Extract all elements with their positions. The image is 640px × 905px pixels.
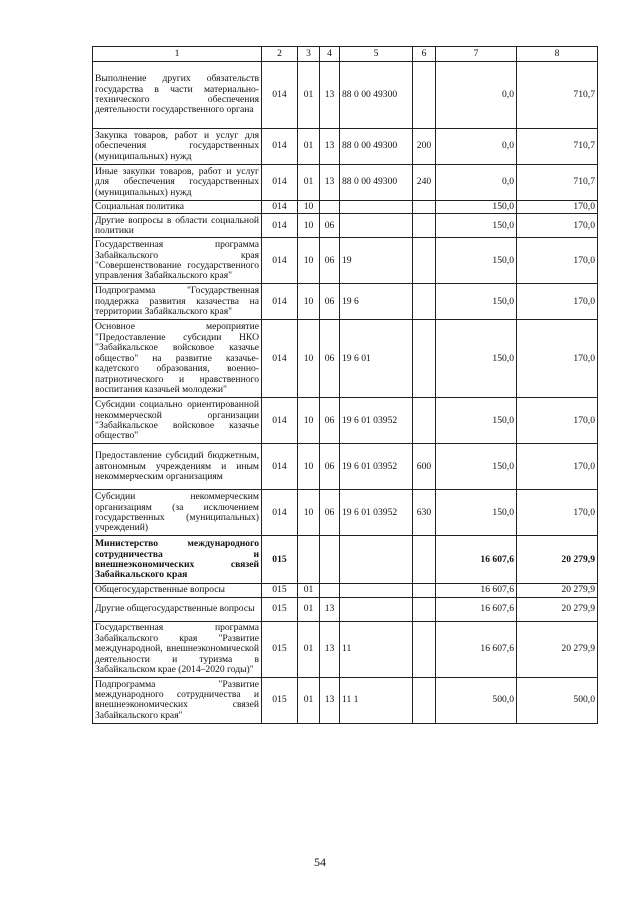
cell-name: Подпрограмма "Государственная поддержка развития казачества на территории Забайкальского края" xyxy=(93,284,262,320)
cell-subsection: 06 xyxy=(320,214,340,238)
cell-target-article: 19 6 01 xyxy=(340,320,413,398)
cell-section: 10 xyxy=(298,238,320,284)
cell-target-article xyxy=(340,584,413,597)
cell-section xyxy=(298,536,320,584)
cell-expense-type xyxy=(413,284,436,320)
cell-amount-col8: 710,7 xyxy=(517,62,598,129)
cell-subsection: 06 xyxy=(320,398,340,444)
cell-name: Государственная программа Забайкальского края "Развитие международной, внешнеэкономической деятельности и туризма в Забайкальском крае (2014–2020 годы)" xyxy=(93,621,262,677)
cell-expense-type xyxy=(413,597,436,621)
column-header: 8 xyxy=(517,47,598,62)
cell-target-article: 88 0 00 49300 xyxy=(340,62,413,129)
cell-amount-col7: 0,0 xyxy=(436,129,517,165)
table-row xyxy=(93,536,598,584)
cell-amount-col7: 16 607,6 xyxy=(436,597,517,621)
table-row xyxy=(93,490,598,536)
cell-name: Министерство международного сотрудничества и внешнеэкономических связей Забайкальского края xyxy=(93,536,262,584)
cell-amount-col8: 170,0 xyxy=(517,284,598,320)
cell-ministry-code: 014 xyxy=(262,62,298,129)
table-row xyxy=(93,584,598,597)
cell-section: 10 xyxy=(298,398,320,444)
table-row xyxy=(93,165,598,201)
table-row xyxy=(93,284,598,320)
cell-subsection: 13 xyxy=(320,62,340,129)
cell-subsection: 06 xyxy=(320,490,340,536)
cell-subsection: 06 xyxy=(320,284,340,320)
cell-target-article: 11 1 xyxy=(340,677,413,723)
cell-amount-col7: 150,0 xyxy=(436,490,517,536)
cell-amount-col8: 20 279,9 xyxy=(517,597,598,621)
cell-expense-type: 600 xyxy=(413,444,436,490)
cell-amount-col7: 16 607,6 xyxy=(436,621,517,677)
cell-name: Закупка товаров, работ и услуг для обеспечения государственных (муниципальных) нужд xyxy=(93,129,262,165)
cell-target-article xyxy=(340,214,413,238)
cell-expense-type xyxy=(413,62,436,129)
cell-expense-type xyxy=(413,214,436,238)
cell-section: 10 xyxy=(298,284,320,320)
cell-section: 10 xyxy=(298,214,320,238)
cell-amount-col8: 710,7 xyxy=(517,165,598,201)
cell-section: 10 xyxy=(298,490,320,536)
cell-name: Подпрограмма "Развитие международного сотрудничества и внешнеэкономических связей Забайкальского края" xyxy=(93,677,262,723)
cell-subsection: 13 xyxy=(320,597,340,621)
cell-expense-type xyxy=(413,238,436,284)
cell-expense-type xyxy=(413,536,436,584)
cell-ministry-code: 014 xyxy=(262,320,298,398)
cell-name: Иные закупки товаров, работ и услуг для обеспечения государственных (муниципальных) нужд xyxy=(93,165,262,201)
column-header: 3 xyxy=(298,47,320,62)
cell-target-article: 88 0 00 49300 xyxy=(340,165,413,201)
cell-ministry-code: 014 xyxy=(262,444,298,490)
cell-expense-type xyxy=(413,677,436,723)
cell-amount-col7: 150,0 xyxy=(436,214,517,238)
cell-ministry-code: 014 xyxy=(262,214,298,238)
cell-name: Выполнение других обязательств государства в части материально-технического обеспечения деятельности государственного органа xyxy=(93,62,262,129)
cell-ministry-code: 014 xyxy=(262,284,298,320)
cell-section: 01 xyxy=(298,621,320,677)
cell-amount-col8: 20 279,9 xyxy=(517,584,598,597)
cell-name: Основное мероприятие "Предоставление субсидии НКО "Забайкальское войсковое казачье общество" на развитие казачье-кадетского образования, военно-патриотического и нравственного воспитания казачьей молодежи" xyxy=(93,320,262,398)
cell-amount-col8: 170,0 xyxy=(517,398,598,444)
table-row xyxy=(93,597,598,621)
cell-ministry-code: 014 xyxy=(262,165,298,201)
cell-subsection xyxy=(320,536,340,584)
cell-section: 01 xyxy=(298,584,320,597)
cell-target-article: 19 6 01 03952 xyxy=(340,444,413,490)
cell-amount-col7: 150,0 xyxy=(436,320,517,398)
cell-subsection: 13 xyxy=(320,677,340,723)
cell-target-article: 19 6 01 03952 xyxy=(340,398,413,444)
cell-amount-col8: 20 279,9 xyxy=(517,536,598,584)
cell-expense-type xyxy=(413,621,436,677)
cell-name: Социальная политика xyxy=(93,201,262,214)
column-header: 4 xyxy=(320,47,340,62)
cell-amount-col7: 150,0 xyxy=(436,284,517,320)
budget-table xyxy=(92,46,598,724)
cell-section: 10 xyxy=(298,320,320,398)
cell-section: 01 xyxy=(298,62,320,129)
cell-subsection: 13 xyxy=(320,129,340,165)
cell-amount-col7: 150,0 xyxy=(436,238,517,284)
cell-ministry-code: 014 xyxy=(262,238,298,284)
column-header: 5 xyxy=(340,47,413,62)
table-row xyxy=(93,62,598,129)
column-header: 1 xyxy=(93,47,262,62)
cell-ministry-code: 014 xyxy=(262,398,298,444)
cell-name: Другие вопросы в области социальной политики xyxy=(93,214,262,238)
cell-name: Другие общегосударственные вопросы xyxy=(93,597,262,621)
page-number: 54 xyxy=(314,855,326,869)
column-header: 2 xyxy=(262,47,298,62)
cell-ministry-code: 015 xyxy=(262,621,298,677)
column-header: 7 xyxy=(436,47,517,62)
cell-section: 10 xyxy=(298,444,320,490)
cell-expense-type: 200 xyxy=(413,129,436,165)
cell-subsection xyxy=(320,584,340,597)
cell-name: Субсидии социально ориентированной некоммерческой организации "Забайкальское войсковое казачье общество" xyxy=(93,398,262,444)
cell-name: Субсидии некоммерческим организациям (за исключением государственных (муниципальных) учреждений) xyxy=(93,490,262,536)
table-row xyxy=(93,398,598,444)
cell-ministry-code: 015 xyxy=(262,677,298,723)
table-row xyxy=(93,444,598,490)
table-row xyxy=(93,621,598,677)
cell-amount-col8: 170,0 xyxy=(517,214,598,238)
cell-ministry-code: 015 xyxy=(262,584,298,597)
table-row xyxy=(93,214,598,238)
cell-amount-col8: 170,0 xyxy=(517,490,598,536)
table-row xyxy=(93,201,598,214)
cell-section: 10 xyxy=(298,201,320,214)
cell-amount-col7: 0,0 xyxy=(436,165,517,201)
cell-subsection xyxy=(320,201,340,214)
cell-target-article xyxy=(340,536,413,584)
cell-amount-col8: 170,0 xyxy=(517,320,598,398)
cell-expense-type xyxy=(413,320,436,398)
table-header-row xyxy=(93,47,598,62)
cell-ministry-code: 015 xyxy=(262,536,298,584)
cell-subsection: 06 xyxy=(320,238,340,284)
cell-amount-col8: 170,0 xyxy=(517,238,598,284)
cell-section: 01 xyxy=(298,677,320,723)
cell-name: Государственная программа Забайкальского края "Совершенствование государственного управления Забайкальского края" xyxy=(93,238,262,284)
cell-target-article: 19 6 01 03952 xyxy=(340,490,413,536)
cell-ministry-code: 014 xyxy=(262,129,298,165)
cell-section: 01 xyxy=(298,165,320,201)
cell-subsection: 06 xyxy=(320,444,340,490)
cell-ministry-code: 015 xyxy=(262,597,298,621)
cell-amount-col7: 150,0 xyxy=(436,398,517,444)
cell-target-article: 11 xyxy=(340,621,413,677)
cell-amount-col7: 0,0 xyxy=(436,62,517,129)
cell-name: Общегосударственные вопросы xyxy=(93,584,262,597)
cell-amount-col8: 20 279,9 xyxy=(517,621,598,677)
cell-subsection: 06 xyxy=(320,320,340,398)
cell-target-article xyxy=(340,597,413,621)
table-body xyxy=(93,62,598,724)
cell-amount-col8: 170,0 xyxy=(517,444,598,490)
cell-amount-col8: 710,7 xyxy=(517,129,598,165)
table-row xyxy=(93,238,598,284)
cell-target-article: 88 0 00 49300 xyxy=(340,129,413,165)
cell-amount-col7: 16 607,6 xyxy=(436,536,517,584)
table-row xyxy=(93,129,598,165)
cell-amount-col7: 500,0 xyxy=(436,677,517,723)
cell-expense-type: 240 xyxy=(413,165,436,201)
cell-amount-col7: 150,0 xyxy=(436,201,517,214)
cell-section: 01 xyxy=(298,597,320,621)
cell-expense-type xyxy=(413,584,436,597)
table-row xyxy=(93,677,598,723)
cell-expense-type xyxy=(413,201,436,214)
cell-ministry-code: 014 xyxy=(262,201,298,214)
cell-expense-type: 630 xyxy=(413,490,436,536)
cell-expense-type xyxy=(413,398,436,444)
cell-target-article: 19 xyxy=(340,238,413,284)
cell-section: 01 xyxy=(298,129,320,165)
cell-target-article xyxy=(340,201,413,214)
cell-amount-col7: 150,0 xyxy=(436,444,517,490)
cell-name: Предоставление субсидий бюджетным, автономным учреждениям и иным некоммерческим организациям xyxy=(93,444,262,490)
cell-amount-col7: 16 607,6 xyxy=(436,584,517,597)
cell-subsection: 13 xyxy=(320,621,340,677)
cell-amount-col8: 170,0 xyxy=(517,201,598,214)
cell-target-article: 19 6 xyxy=(340,284,413,320)
cell-amount-col8: 500,0 xyxy=(517,677,598,723)
cell-subsection: 13 xyxy=(320,165,340,201)
cell-ministry-code: 014 xyxy=(262,490,298,536)
table-row xyxy=(93,320,598,398)
column-header: 6 xyxy=(413,47,436,62)
